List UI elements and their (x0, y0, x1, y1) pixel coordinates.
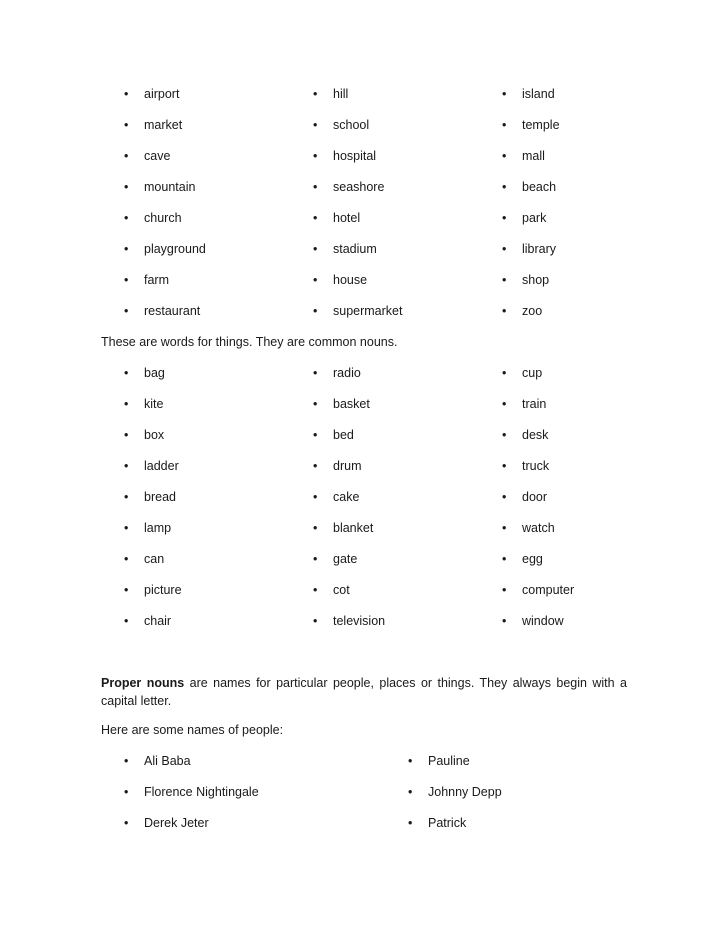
bullet-icon: • (502, 180, 507, 194)
list-item-label: hotel (333, 211, 361, 225)
list-item-label: beach (522, 180, 557, 194)
bullet-icon: • (408, 754, 413, 768)
bullet-icon: • (502, 211, 507, 225)
list-item-label: island (522, 87, 555, 101)
bullet-icon: • (313, 459, 318, 473)
people-list (0, 753, 728, 846)
list-item-label: Johnny Depp (428, 785, 502, 799)
list-row (0, 784, 728, 815)
bullet-icon: • (124, 118, 129, 132)
list-item-label: desk (522, 428, 549, 442)
list-item-label: hill (333, 87, 349, 101)
bullet-icon: • (313, 490, 318, 504)
list-item-label: hospital (333, 149, 377, 163)
bullet-icon: • (313, 211, 318, 225)
people-intro: Here are some names of people: (101, 723, 284, 737)
list-item-label: Florence Nightingale (144, 785, 259, 799)
list-item-label: Pauline (428, 754, 470, 768)
list-row (0, 613, 728, 644)
bullet-icon: • (502, 490, 507, 504)
bullet-icon: • (313, 180, 318, 194)
list-item-label: Patrick (428, 816, 467, 830)
list-item-label: bread (144, 490, 176, 504)
bullet-icon: • (124, 87, 129, 101)
list-row (0, 396, 728, 427)
list-row (0, 148, 728, 179)
list-row (0, 815, 728, 846)
list-item-label: train (522, 397, 547, 411)
list-item-label: cup (522, 366, 543, 380)
proper-nouns-definition: are names for particular people, places or things. They always begin with a capital letter. (101, 676, 627, 708)
list-item-label: park (522, 211, 547, 225)
list-item-label: restaurant (144, 304, 201, 318)
bullet-icon: • (502, 552, 507, 566)
bullet-icon: • (502, 614, 507, 628)
bullet-icon: • (502, 583, 507, 597)
bullet-icon: • (502, 149, 507, 163)
bullet-icon: • (124, 754, 129, 768)
list-item-label: market (144, 118, 183, 132)
list-row (0, 520, 728, 551)
list-item-label: temple (522, 118, 560, 132)
list-item-label: truck (522, 459, 550, 473)
bullet-icon: • (502, 304, 507, 318)
list-item-label: computer (522, 583, 575, 597)
bullet-icon: • (313, 304, 318, 318)
bullet-icon: • (124, 304, 129, 318)
bullet-icon: • (502, 459, 507, 473)
list-item-label: airport (144, 87, 180, 101)
list-item-label: basket (333, 397, 370, 411)
list-item-label: Ali Baba (144, 754, 191, 768)
list-item-label: school (333, 118, 370, 132)
list-item-label: kite (144, 397, 164, 411)
list-item-label: cave (144, 149, 171, 163)
bullet-icon: • (502, 366, 507, 380)
list-row (0, 303, 728, 334)
list-item-label: supermarket (333, 304, 403, 318)
bullet-icon: • (313, 273, 318, 287)
list-item-label: Derek Jeter (144, 816, 209, 830)
list-item-label: bed (333, 428, 354, 442)
list-item-label: library (522, 242, 557, 256)
list-item-label: drum (333, 459, 362, 473)
bullet-icon: • (124, 614, 129, 628)
bullet-icon: • (124, 459, 129, 473)
bullet-icon: • (502, 521, 507, 535)
bullet-icon: • (313, 521, 318, 535)
bullet-icon: • (502, 242, 507, 256)
proper-nouns-paragraph (101, 674, 627, 710)
list-row (0, 210, 728, 241)
list-item-label: chair (144, 614, 172, 628)
list-item-label: can (144, 552, 165, 566)
bullet-icon: • (408, 816, 413, 830)
bullet-icon: • (124, 242, 129, 256)
list-item-label: bag (144, 366, 165, 380)
list-item-label: watch (522, 521, 555, 535)
bullet-icon: • (313, 428, 318, 442)
bullet-icon: • (124, 816, 129, 830)
bullet-icon: • (124, 366, 129, 380)
bullet-icon: • (502, 397, 507, 411)
bullet-icon: • (313, 366, 318, 380)
bullet-icon: • (502, 273, 507, 287)
list-row (0, 179, 728, 210)
list-item-label: farm (144, 273, 169, 287)
things-intro: These are words for things. They are common nouns. (101, 335, 398, 349)
list-row (0, 117, 728, 148)
list-item-label: window (522, 614, 564, 628)
bullet-icon: • (124, 428, 129, 442)
list-item-label: house (333, 273, 368, 287)
bullet-icon: • (313, 614, 318, 628)
list-row (0, 241, 728, 272)
bullet-icon: • (124, 552, 129, 566)
list-row (0, 753, 728, 784)
list-item-label: playground (144, 242, 206, 256)
things-list (0, 365, 728, 644)
list-row (0, 427, 728, 458)
bullet-icon: • (313, 149, 318, 163)
list-item-label: box (144, 428, 165, 442)
list-item-label: cot (333, 583, 350, 597)
list-item-label: shop (522, 273, 550, 287)
list-item-label: zoo (522, 304, 543, 318)
places-list (0, 86, 728, 334)
list-row (0, 365, 728, 396)
list-item-label: door (522, 490, 548, 504)
bullet-icon: • (313, 583, 318, 597)
bullet-icon: • (124, 211, 129, 225)
bullet-icon: • (124, 180, 129, 194)
list-item-label: television (333, 614, 386, 628)
bullet-icon: • (313, 397, 318, 411)
bullet-icon: • (313, 87, 318, 101)
list-row (0, 272, 728, 303)
list-item-label: picture (144, 583, 182, 597)
list-item-label: gate (333, 552, 358, 566)
list-item-label: egg (522, 552, 543, 566)
bullet-icon: • (124, 521, 129, 535)
list-item-label: church (144, 211, 182, 225)
list-item-label: radio (333, 366, 361, 380)
bullet-icon: • (313, 552, 318, 566)
list-item-label: cake (333, 490, 360, 504)
bullet-icon: • (313, 118, 318, 132)
bullet-icon: • (124, 490, 129, 504)
list-item-label: seashore (333, 180, 385, 194)
bullet-icon: • (124, 785, 129, 799)
bullet-icon: • (124, 397, 129, 411)
list-row (0, 489, 728, 520)
bullet-icon: • (124, 583, 129, 597)
list-row (0, 582, 728, 613)
bullet-icon: • (124, 149, 129, 163)
list-item-label: mall (522, 149, 545, 163)
list-row (0, 86, 728, 117)
bullet-icon: • (502, 87, 507, 101)
list-row (0, 458, 728, 489)
list-row (0, 551, 728, 582)
bullet-icon: • (124, 273, 129, 287)
list-item-label: mountain (144, 180, 196, 194)
proper-nouns-term: Proper nouns (101, 676, 185, 690)
list-item-label: blanket (333, 521, 374, 535)
list-item-label: lamp (144, 521, 172, 535)
list-item-label: stadium (333, 242, 377, 256)
list-item-label: ladder (144, 459, 179, 473)
bullet-icon: • (313, 242, 318, 256)
bullet-icon: • (502, 118, 507, 132)
bullet-icon: • (408, 785, 413, 799)
bullet-icon: • (502, 428, 507, 442)
